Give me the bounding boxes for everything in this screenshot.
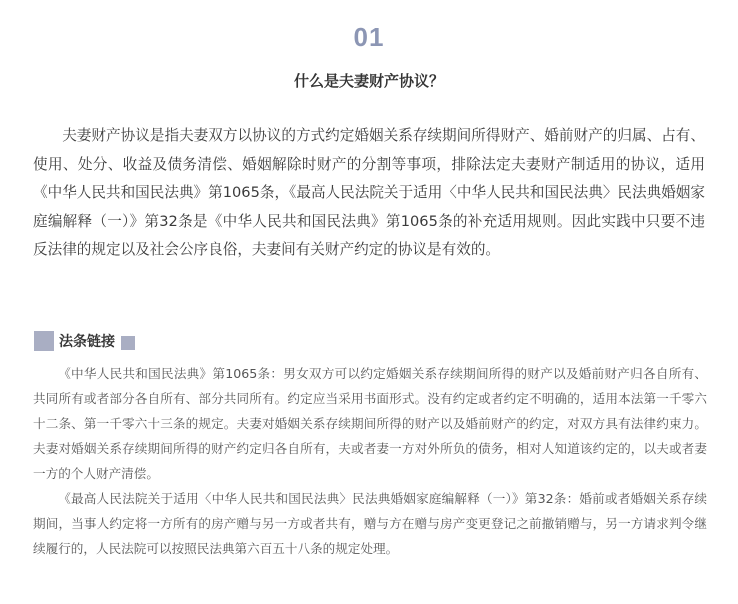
section-title: 什么是夫妻财产协议？ — [293, 72, 444, 90]
law-paragraph-1065: 《中华人民共和国民法典》第1065条：男女双方可以约定婚姻关系存续期间所得的财产以及婚前财产归各自所有、共同所有或者部分各自所有、部分共同所有。约定应当采用书面形式。没有约定或者约定不明确的，适用本法第一千零六十二条、第一千零六十三条的规定。夫妻对婚姻关系存续期间所得的财产以及婚前财产的约定，对双方具有法律约束力。夫妻对婚姻关系存续期间所得的财产约定归各自所有，夫或者妻一方对外所负的债务，相对人知道该约定的，以夫或者妻一方的个人财产清偿。 — [33, 366, 707, 481]
law-paragraph-interpretation-32: 《最高人民法院关于适用〈中华人民共和国民法典〉民法典婚姻家庭编解释（一）》第32条：婚前或者婚姻关系存续期间，当事人约定将一方所有的房产赠与另一方或者共有，赠与方在赠与房产变更登记之前撤销赠与，另一方请求判令继续履行的，人民法院可以按照民法典第六百五十八条的规定处理。 — [33, 491, 707, 556]
law-links-body — [33, 361, 707, 561]
law-links-label: 法条链接 — [59, 334, 115, 350]
square-marker-icon — [34, 331, 54, 351]
intro-block — [33, 122, 705, 265]
section-number: 01 — [353, 22, 385, 52]
law-links-header — [34, 329, 135, 353]
square-marker-small-icon — [121, 336, 135, 350]
intro-paragraph: 夫妻财产协议是指夫妻双方以协议的方式约定婚姻关系存续期间所得财产、婚前财产的归属、占有、使用、处分、收益及债务清偿、婚姻解除时财产的分割等事项，排除法定夫妻财产制适用的协议，适用《中华人民共和国民法典》第1065条，《最高人民法院关于适用〈中华人民共和国民法典〉民法典婚姻家庭编解释（一）》第32条是《中华人民共和国民法典》第1065条的补充适用规则。因此实践中只要不违反法律的规定以及社会公序良俗，夫妻间有关财产约定的协议是有效的。 — [33, 127, 705, 259]
